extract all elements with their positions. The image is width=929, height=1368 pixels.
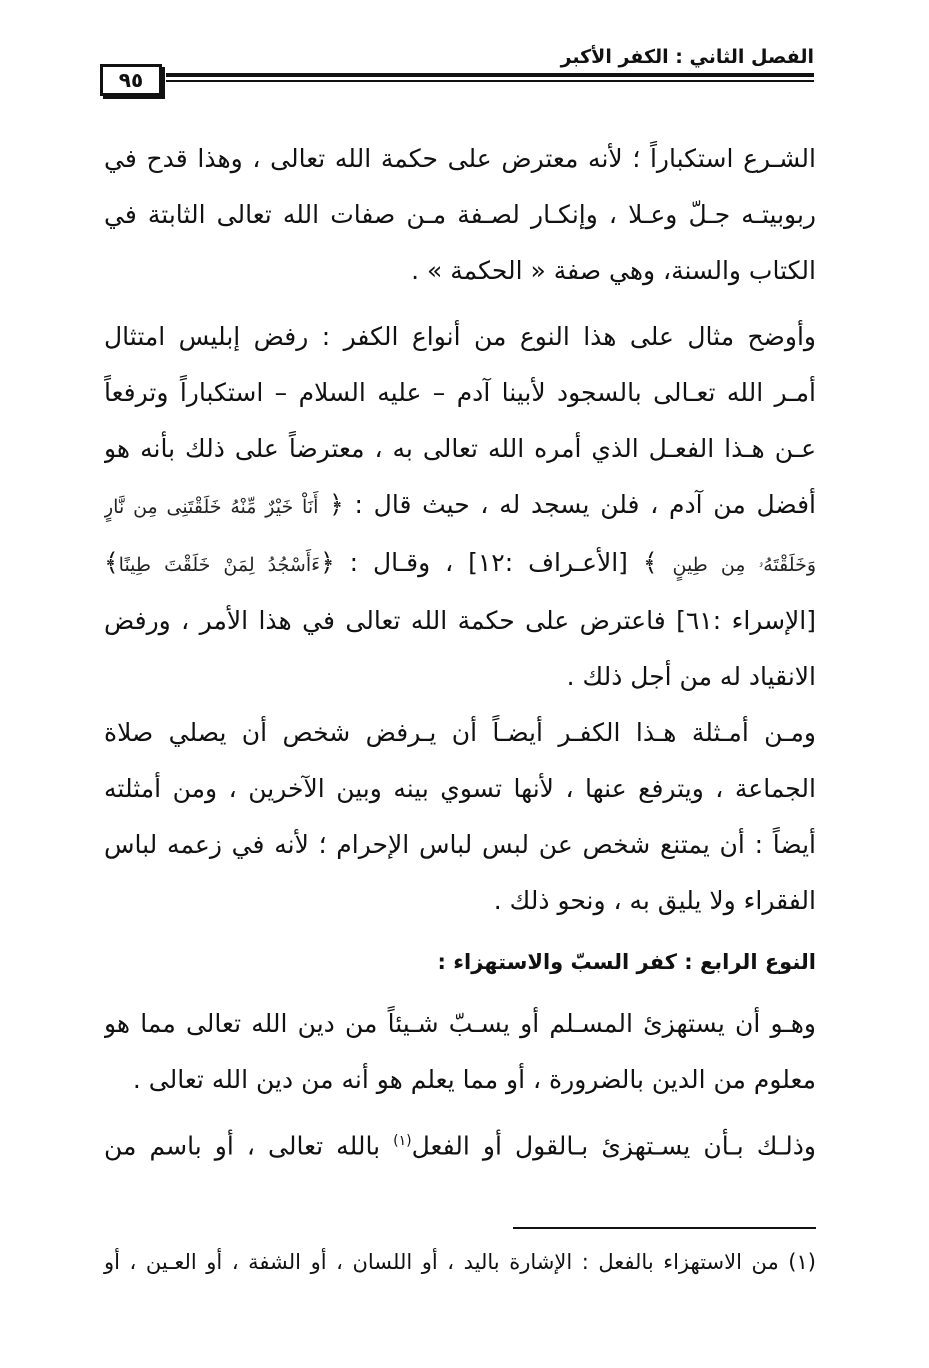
header-rule-thin [166, 80, 814, 82]
page-header [100, 40, 814, 102]
paragraph-5 [104, 1113, 816, 1174]
header-rule-thick [166, 73, 814, 77]
paragraph-5-text-b: بالله تعالى ، أو باسم من [104, 1131, 394, 1161]
page-number: ٩٥ [100, 64, 162, 96]
paragraph-4 [104, 996, 816, 1108]
footnote: (١) من الاستهزاء بالفعل : الإشارة باليد ، أو اللسان ، أو الشفة ، أو العـين ، أو [104, 1250, 816, 1274]
paragraph-2-line-5 [104, 535, 816, 593]
paragraph-2-line-1: وأوضح مثال على هذا النوع من أنواع الكفر : رفض إبليس امتثال [104, 322, 816, 351]
paragraph-1-line-3: الكتاب والسنة، وهي صفة « الحكمة » . [411, 256, 816, 285]
paragraph-5-text-a: وذلـك بـأن يسـتهزئ بـالقول أو الفعل [411, 1131, 816, 1161]
paragraph-2-line-2: أمـر الله تعـالى بالسجود لأبينا آدم – عليه السلام – استكباراً وترفعاً [104, 378, 816, 407]
paragraph-3-line-1: ومـن أمـثلة هـذا الكفـر أيضـاً أن يـرفض شخص أن يصلي صلاة [104, 718, 816, 747]
paragraph-5-line-1 [104, 1113, 816, 1174]
paragraph-3 [104, 705, 816, 929]
paragraph-3-line-4: الفقراء ولا يليق به ، ونحو ذلك . [493, 886, 816, 915]
paragraph-2-line-4-text: أفضل من آدم ، فلن يسجد له ، حيث قال : ﴿ [329, 490, 816, 519]
paragraph-2-line-3: عـن هـذا الفعـل الذي أمره الله تعالى به ، معترضاً على ذلك بأنه هو [104, 434, 816, 463]
quran-verse-isra: ءَأَسْجُدُ لِمَنْ خَلَقْتَ طِينًا [118, 554, 321, 576]
paragraph-4-line-2: معلوم من الدين بالضرورة ، أو مما يعلم هو أنه من دين الله تعالى . [132, 1065, 816, 1094]
paragraph-3-line-2: الجماعة ، ويترفع عنها ، لأنها تسوي بينه وبين الآخرين ، ومن أمثلته [104, 774, 816, 803]
footnote-marker: (١) [393, 1133, 412, 1149]
chapter-title: الفصل الثاني : الكفر الأكبر [560, 46, 814, 68]
paragraph-3-line-3: أيضاً : أن يمتنع شخص عن لبس لباس الإحرام ؛ لأنه في زعمه لباس [104, 830, 816, 859]
paragraph-2 [104, 309, 816, 705]
paragraph-2-line-5-text-b: ﴾ [104, 548, 119, 577]
section-heading: النوع الرابع : كفر السبّ والاستهزاء : [437, 950, 816, 974]
paragraph-2-line-4 [104, 477, 816, 535]
paragraph-1-line-2: ربوبيتـه جـلّ وعـلا ، وإنكـار لصـفة مـن صفات الله تعالى الثابتة في [104, 200, 816, 229]
paragraph-1 [104, 131, 816, 299]
paragraph-2-line-7: الانقياد له من أجل ذلك . [566, 662, 816, 691]
quran-verse-araf: أَنَاْ خَيْرٌ مِّنْهُ خَلَقْتَنِى مِن نَّارٍ [104, 496, 319, 518]
paragraph-2-line-6: [الإسراء :٦١] فاعترض على حكمة الله تعالى في هذا الأمر ، ورفض [104, 606, 816, 635]
paragraph-2-line-5-text-a: ﴾ [الأعـراف :١٢] ، وقـال : ﴿ [320, 548, 658, 577]
footnote-divider [513, 1227, 816, 1229]
paragraph-1-line-1: الشـرع استكباراً ؛ لأنه معترض على حكمة الله تعالى ، وهذا قدح في [104, 144, 816, 173]
quran-verse-araf-end: وَخَلَقْتَهُۥ مِن طِينٍ [672, 554, 816, 576]
paragraph-4-line-1: وهـو أن يستهزئ المسـلم أو يسـبّ شـيئاً من دين الله تعالى مما هو [104, 1009, 816, 1038]
